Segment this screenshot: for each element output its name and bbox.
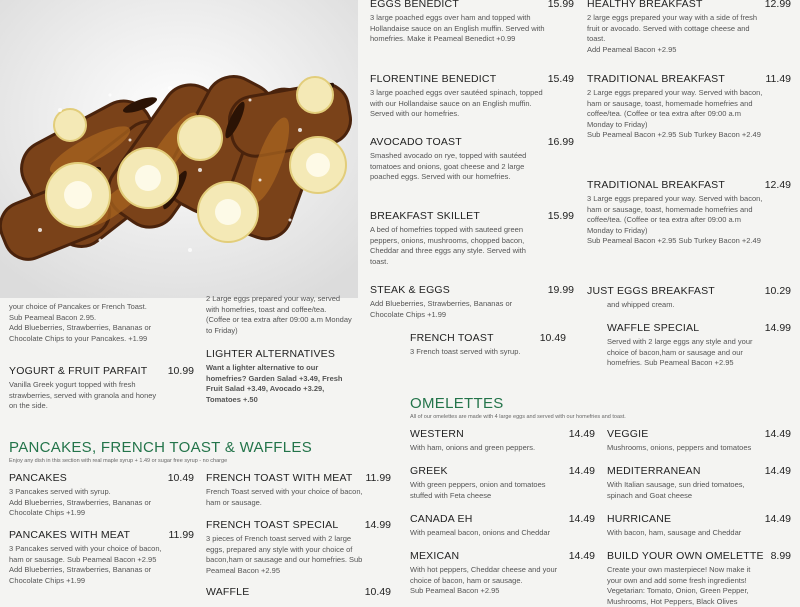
item-description: French Toast served with your choice of bacon, ham or sausage. — [206, 487, 363, 507]
item-price: 14.49 — [764, 428, 791, 440]
item-price: 14.49 — [568, 465, 595, 477]
menu-item-traditional-breakfast-3-eggs — [587, 179, 791, 274]
menu-item-waffle-special — [607, 322, 791, 367]
item-name: PANCAKES — [9, 472, 68, 484]
menu-item-steak-and-eggs — [370, 284, 574, 322]
item-description: 3 French toast served with syrup. — [410, 347, 521, 356]
item-price: 11.99 — [365, 472, 391, 484]
item-description: Add Blueberries, Strawberries, Bananas or Chocolate Chips +1.99 — [370, 299, 513, 319]
item-price: 10.99 — [167, 365, 194, 377]
menu-item-pancakes — [9, 472, 194, 517]
menu-item-omelette-veggie — [607, 428, 791, 458]
item-description: 3 Pancakes served with your choice of bacon, ham or sausage. Sub Peameal Bacon +2.95 Add Blueberries, Strawberries, Bananas or Chocolate Chips +1.99 — [9, 544, 162, 585]
menu-item-omelette-mexican — [410, 550, 595, 600]
item-price: 19.99 — [547, 284, 574, 296]
item-price: 10.49 — [364, 586, 391, 598]
item-name: WESTERN — [410, 428, 464, 440]
item-price: 15.99 — [547, 210, 574, 222]
section-subtitle-omelettes: All of our omelettes are made with 4 large eggs and served with our homefries and toast. — [410, 414, 626, 420]
item-description: 3 Large eggs prepared your way. Served with bacon, ham or sausage, toast, homemade homefries and coffee/tea. (Coffee or tea extra after 09:00 a.m Monday to Friday) Sub Peameal Bacon +2.95 Sub Turkey Bacon +2.49 — [587, 194, 763, 245]
item-name: HURRICANE — [607, 513, 672, 525]
breakfast-option-text: 2 Large eggs prepared your way, served with homefries, toast and coffee/tea. (Coffee or tea extra after 09:00 a.m Monday to Friday) — [206, 294, 352, 335]
item-description: With green peppers, onion and tomatoes stuffed with Feta cheese — [410, 480, 546, 500]
menu-item-omelette-mediterranean — [607, 465, 791, 505]
item-description: With bacon, ham, sausage and Cheddar — [607, 528, 742, 537]
item-price: 10.49 — [167, 472, 194, 484]
menu-item-waffle — [206, 586, 391, 600]
section-title-pancakes: PANCAKES, FRENCH TOAST & WAFFLES — [9, 439, 312, 456]
item-name: JUST EGGS BREAKFAST — [587, 285, 715, 297]
section-subtitle-pancakes: Enjoy any dish in this section with real maple syrup + 1.49 or sugar free syrup - no charge — [9, 458, 228, 464]
item-price: 14.49 — [568, 550, 595, 562]
item-name: CANADA EH — [410, 513, 473, 525]
item-description: Smashed avocado on rye, topped with sautéed tomatoes and onions, goat cheese and 2 large poached eggs. Served with our homefries. — [370, 151, 527, 181]
item-name: FRENCH TOAST — [410, 332, 494, 344]
item-price: 15.49 — [547, 73, 574, 85]
item-name: TRADITIONAL BREAKFAST — [587, 73, 726, 85]
item-price: 12.99 — [764, 0, 791, 10]
menu-item-omelette-western — [410, 428, 595, 458]
item-name: AVOCADO TOAST — [370, 136, 462, 148]
item-price: 10.29 — [764, 285, 791, 297]
item-price: 14.49 — [568, 428, 595, 440]
item-description: With peameal bacon, onions and Cheddar — [410, 528, 551, 537]
item-description: and whipped cream. — [607, 300, 675, 309]
item-name: MEDITERRANEAN — [607, 465, 701, 477]
item-description: A bed of homefries topped with sauteed green peppers, onions, mushrooms, chopped bacon, Cheddar and three eggs any style. Served with toast. — [370, 225, 526, 266]
item-name: YOGURT & FRUIT PARFAIT — [9, 365, 148, 377]
menu-item-traditional-breakfast-2-eggs — [587, 73, 791, 168]
pancake-option-text: your choice of Pancakes or French Toast. Sub Peameal Bacon 2.95. Add Blueberries, Strawberries, Bananas or Chocolate Chips to your Pancakes. +1.99 — [9, 302, 152, 343]
item-description: 3 large poached eggs over ham and topped with Hollandaise sauce on an English muffin. Served with homefries. Make it Peameal Benedict +0.99 — [370, 13, 545, 43]
menu-item-breakfast-skillet — [370, 210, 574, 270]
item-name: MEXICAN — [410, 550, 460, 562]
item-price: 14.49 — [568, 513, 595, 525]
item-price: 14.49 — [764, 513, 791, 525]
menu-item-french-toast-special — [206, 519, 391, 574]
item-price: 16.99 — [547, 136, 574, 148]
item-price: 14.49 — [764, 465, 791, 477]
item-name: LIGHTER ALTERNATIVES — [206, 348, 336, 360]
item-description: Mushrooms, onions, peppers and tomatoes — [607, 443, 752, 452]
menu-item-just-eggs-breakfast — [587, 285, 791, 313]
item-description: 3 large poached eggs over sautéed spinach, topped with our Hollandaise sauce on an English muffin. Served with our homefries. — [370, 88, 543, 118]
menu-item-french-toast — [410, 332, 566, 360]
item-name: STEAK & EGGS — [370, 284, 451, 296]
item-description: With ham, onions and green peppers. — [410, 443, 536, 452]
item-name: FRENCH TOAST WITH MEAT — [206, 472, 353, 484]
menu-item-omelette-greek — [410, 465, 595, 505]
item-name: PANCAKES WITH MEAT — [9, 529, 131, 541]
item-description: 2 large eggs prepared your way with a side of fresh fruit or avocado. Served with cottage cheese and toast. Add Peameal Bacon +2.95 — [587, 13, 758, 54]
item-name: GREEK — [410, 465, 448, 477]
item-description: 3 Pancakes served with syrup. Add Blueberries, Strawberries, Bananas or Chocolate Chips +1.99 — [9, 487, 152, 517]
menu-item-omelette-canada-eh — [410, 513, 595, 543]
food-photo — [0, 0, 358, 298]
item-name: WAFFLE — [206, 586, 250, 598]
item-description: Create your own masterpiece! Now make it your own and add some fresh ingredients! Vegetarian: Tomato, Onion, Green Pepper, Mushrooms, Hot Peppers, Black Olives — [607, 565, 751, 606]
item-price: 14.99 — [364, 519, 391, 531]
item-description: 2 Large eggs prepared your way. Served with bacon, ham or sausage, toast, homemade homefries and coffee/tea. (Coffee or tea extra after 09:00 a.m Monday to Friday) Sub Peameal Bacon +2.95 Sub Turkey Bacon +2.49 — [587, 88, 763, 139]
menu-item-avocado-toast — [370, 136, 574, 196]
item-description: With hot peppers, Cheddar cheese and your choice of bacon, ham or sausage. Sub Peameal Bacon +2.95 — [410, 565, 558, 595]
item-price: 14.99 — [764, 322, 791, 334]
item-name: BREAKFAST SKILLET — [370, 210, 480, 222]
item-price: 15.99 — [547, 0, 574, 10]
menu-item-healthy-breakfast — [587, 0, 791, 60]
item-name: FRENCH TOAST SPECIAL — [206, 519, 339, 531]
menu-item-lighter-alternatives — [206, 348, 356, 403]
menu-item-florentine-benedict — [370, 73, 574, 123]
item-name: EGGS BENEDICT — [370, 0, 459, 10]
item-name: HEALTHY BREAKFAST — [587, 0, 703, 10]
menu-item-pancakes-with-meat — [9, 529, 194, 594]
item-price: 8.99 — [770, 550, 791, 562]
item-description: Want a lighter alternative to our homefries? Garden Salad +3.49, Fresh Fruit Salad +3.49, Avocado +3.29, Tomatoes +.50 — [206, 363, 343, 404]
item-price: 12.49 — [764, 179, 791, 191]
item-name: TRADITIONAL BREAKFAST — [587, 179, 726, 191]
item-name: WAFFLE SPECIAL — [607, 322, 700, 334]
item-description: Vanilla Greek yogurt topped with fresh strawberries, served with granola and honey on the side. — [9, 380, 157, 410]
item-name: FLORENTINE BENEDICT — [370, 73, 497, 85]
item-price: 10.49 — [539, 332, 566, 344]
section-title-omelettes: OMELETTES — [410, 395, 504, 412]
menu-item-build-your-own-omelette — [607, 550, 791, 606]
item-description: With Italian sausage, sun dried tomatoes, spinach and Goat cheese — [607, 480, 745, 500]
item-description: Served with 2 large eggs any style and your choice of bacon,ham or sausage and our homefries. Sub Peameal Bacon +2.95 — [607, 337, 753, 367]
item-price: 11.99 — [168, 529, 194, 541]
menu-item-french-toast-with-meat — [206, 472, 391, 512]
menu-item-eggs-benedict — [370, 0, 574, 62]
item-price: 11.49 — [765, 73, 791, 85]
menu-item-omelette-hurricane — [607, 513, 791, 543]
menu-item-yogurt-parfait — [9, 365, 194, 415]
item-name: VEGGIE — [607, 428, 649, 440]
item-description: 3 pieces of French toast served with 2 large eggs, prepared any style with your choice of bacon,ham or sausage and our homefries. Sub Peameal Bacon +2.95 — [206, 534, 363, 575]
item-name: BUILD YOUR OWN OMELETTE — [607, 550, 764, 562]
